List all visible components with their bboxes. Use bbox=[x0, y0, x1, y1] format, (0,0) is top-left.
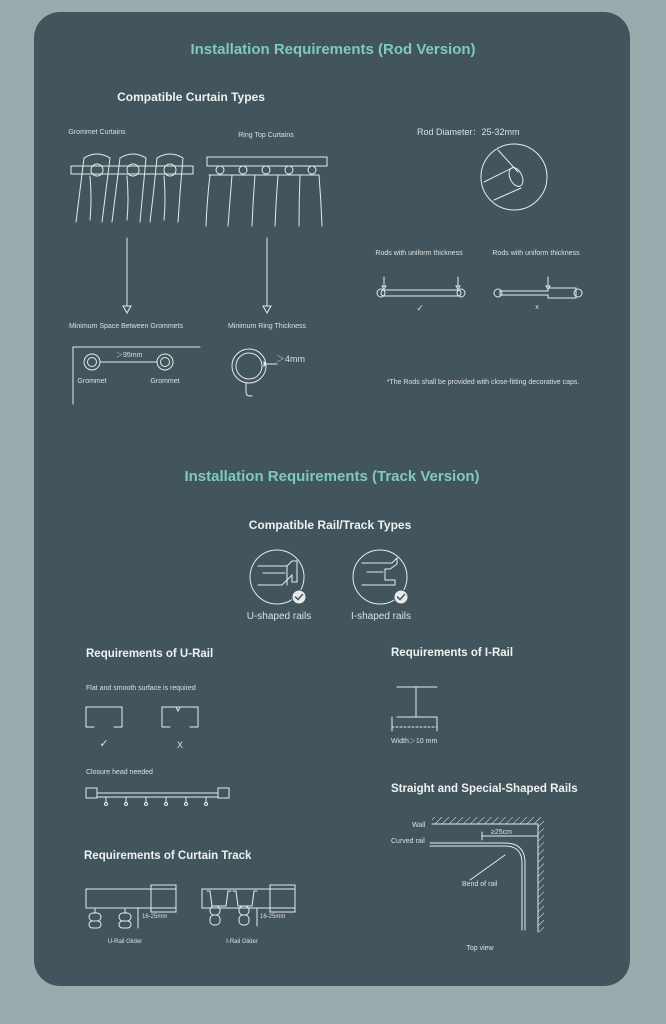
ring-top-curtain-illustration bbox=[206, 157, 327, 226]
arrow-head-grommet bbox=[123, 306, 131, 313]
curved-rail-label: Curved rail bbox=[391, 838, 425, 845]
u-rail-rough-profile bbox=[162, 707, 198, 727]
rod-version-title: Installation Requirements (Rod Version) bbox=[190, 41, 476, 58]
u-shaped-rails-label: U-shaped rails bbox=[246, 611, 312, 622]
special-shaped-rails-title: Straight and Special-Shaped Rails bbox=[391, 783, 578, 795]
u-rail-check-icon bbox=[292, 590, 306, 604]
u-rail-requirements-title: Requirements of U-Rail bbox=[86, 648, 214, 660]
grommet-curtains-label: Grommet Curtains bbox=[68, 129, 126, 136]
i-rail-width-label: Width＞10 mm bbox=[391, 738, 438, 745]
compatible-rail-types-title: Compatible Rail/Track Types bbox=[248, 518, 412, 532]
ring-top-curtains-label: Ring Top Curtains bbox=[238, 132, 294, 139]
closure-head-diagram bbox=[86, 788, 229, 806]
i-glider-range-label: 16-25mm bbox=[260, 914, 286, 920]
rod-diameter-label: Rod Diameter：25-32mm bbox=[417, 127, 520, 137]
min-ring-value: ＞4mm bbox=[276, 354, 305, 364]
u-rail-bad-mark: X bbox=[176, 740, 184, 750]
min-space-value: ＞95mm bbox=[116, 352, 143, 359]
compatible-curtain-types-title: Compatible Curtain Types bbox=[117, 90, 265, 104]
min-space-label: Minimum Space Between Grommets bbox=[69, 323, 183, 330]
track-version-title: Installation Requirements (Track Version) bbox=[184, 468, 480, 485]
rod-good-mark: ✓ bbox=[416, 303, 424, 313]
i-shaped-rails-label: I-shaped rails bbox=[350, 611, 412, 622]
curtain-track-requirements-title: Requirements of Curtain Track bbox=[84, 850, 252, 862]
i-rail-requirements-title: Requirements of I-Rail bbox=[391, 647, 514, 659]
i-rail-width-diagram bbox=[392, 687, 437, 731]
rod-uniform-good bbox=[377, 277, 465, 297]
distance-label: ≥25cm bbox=[491, 829, 512, 836]
u-rail-glider-diagram bbox=[86, 885, 176, 928]
rod-bad-mark: x bbox=[535, 304, 539, 311]
u-glider-range-label: 16-25mm bbox=[142, 914, 168, 920]
u-rail-good-mark: ✓ bbox=[99, 738, 109, 750]
bend-of-rail-label: Bend of rail bbox=[462, 881, 498, 888]
i-rail-check-icon bbox=[394, 590, 408, 604]
grommet-left-label: Grommet bbox=[77, 378, 107, 385]
decorative-caps-note: *The Rods shall be provided with close-fitting decorative caps. bbox=[386, 379, 580, 386]
grommet-right-label: Grommet bbox=[150, 378, 180, 385]
flat-surface-note: Flat and smooth surface is required bbox=[86, 685, 196, 692]
top-view-label: Top view bbox=[466, 945, 494, 952]
u-rail-smooth-profile bbox=[86, 707, 122, 727]
uniform-rod-left-label: Rods with uniform thickness bbox=[375, 250, 463, 257]
ring-thickness-diagram bbox=[232, 349, 277, 396]
i-rail-glider-label: I-Rail Glider bbox=[226, 939, 258, 945]
arrow-head-ring bbox=[263, 306, 271, 313]
closure-head-note: Closure head needed bbox=[86, 769, 153, 776]
wall-label: Wall bbox=[412, 822, 426, 829]
special-shape-diagram bbox=[430, 817, 544, 932]
min-ring-label: Minimum Ring Thickness bbox=[227, 323, 307, 330]
rod-diameter-diagram bbox=[481, 144, 547, 210]
grommet-curtain-illustration bbox=[71, 154, 193, 222]
u-rail-glider-label: U-Rail Glider bbox=[107, 939, 143, 945]
rod-uniform-bad bbox=[494, 277, 582, 298]
uniform-rod-right-label: Rods with uniform thickness bbox=[492, 250, 580, 257]
